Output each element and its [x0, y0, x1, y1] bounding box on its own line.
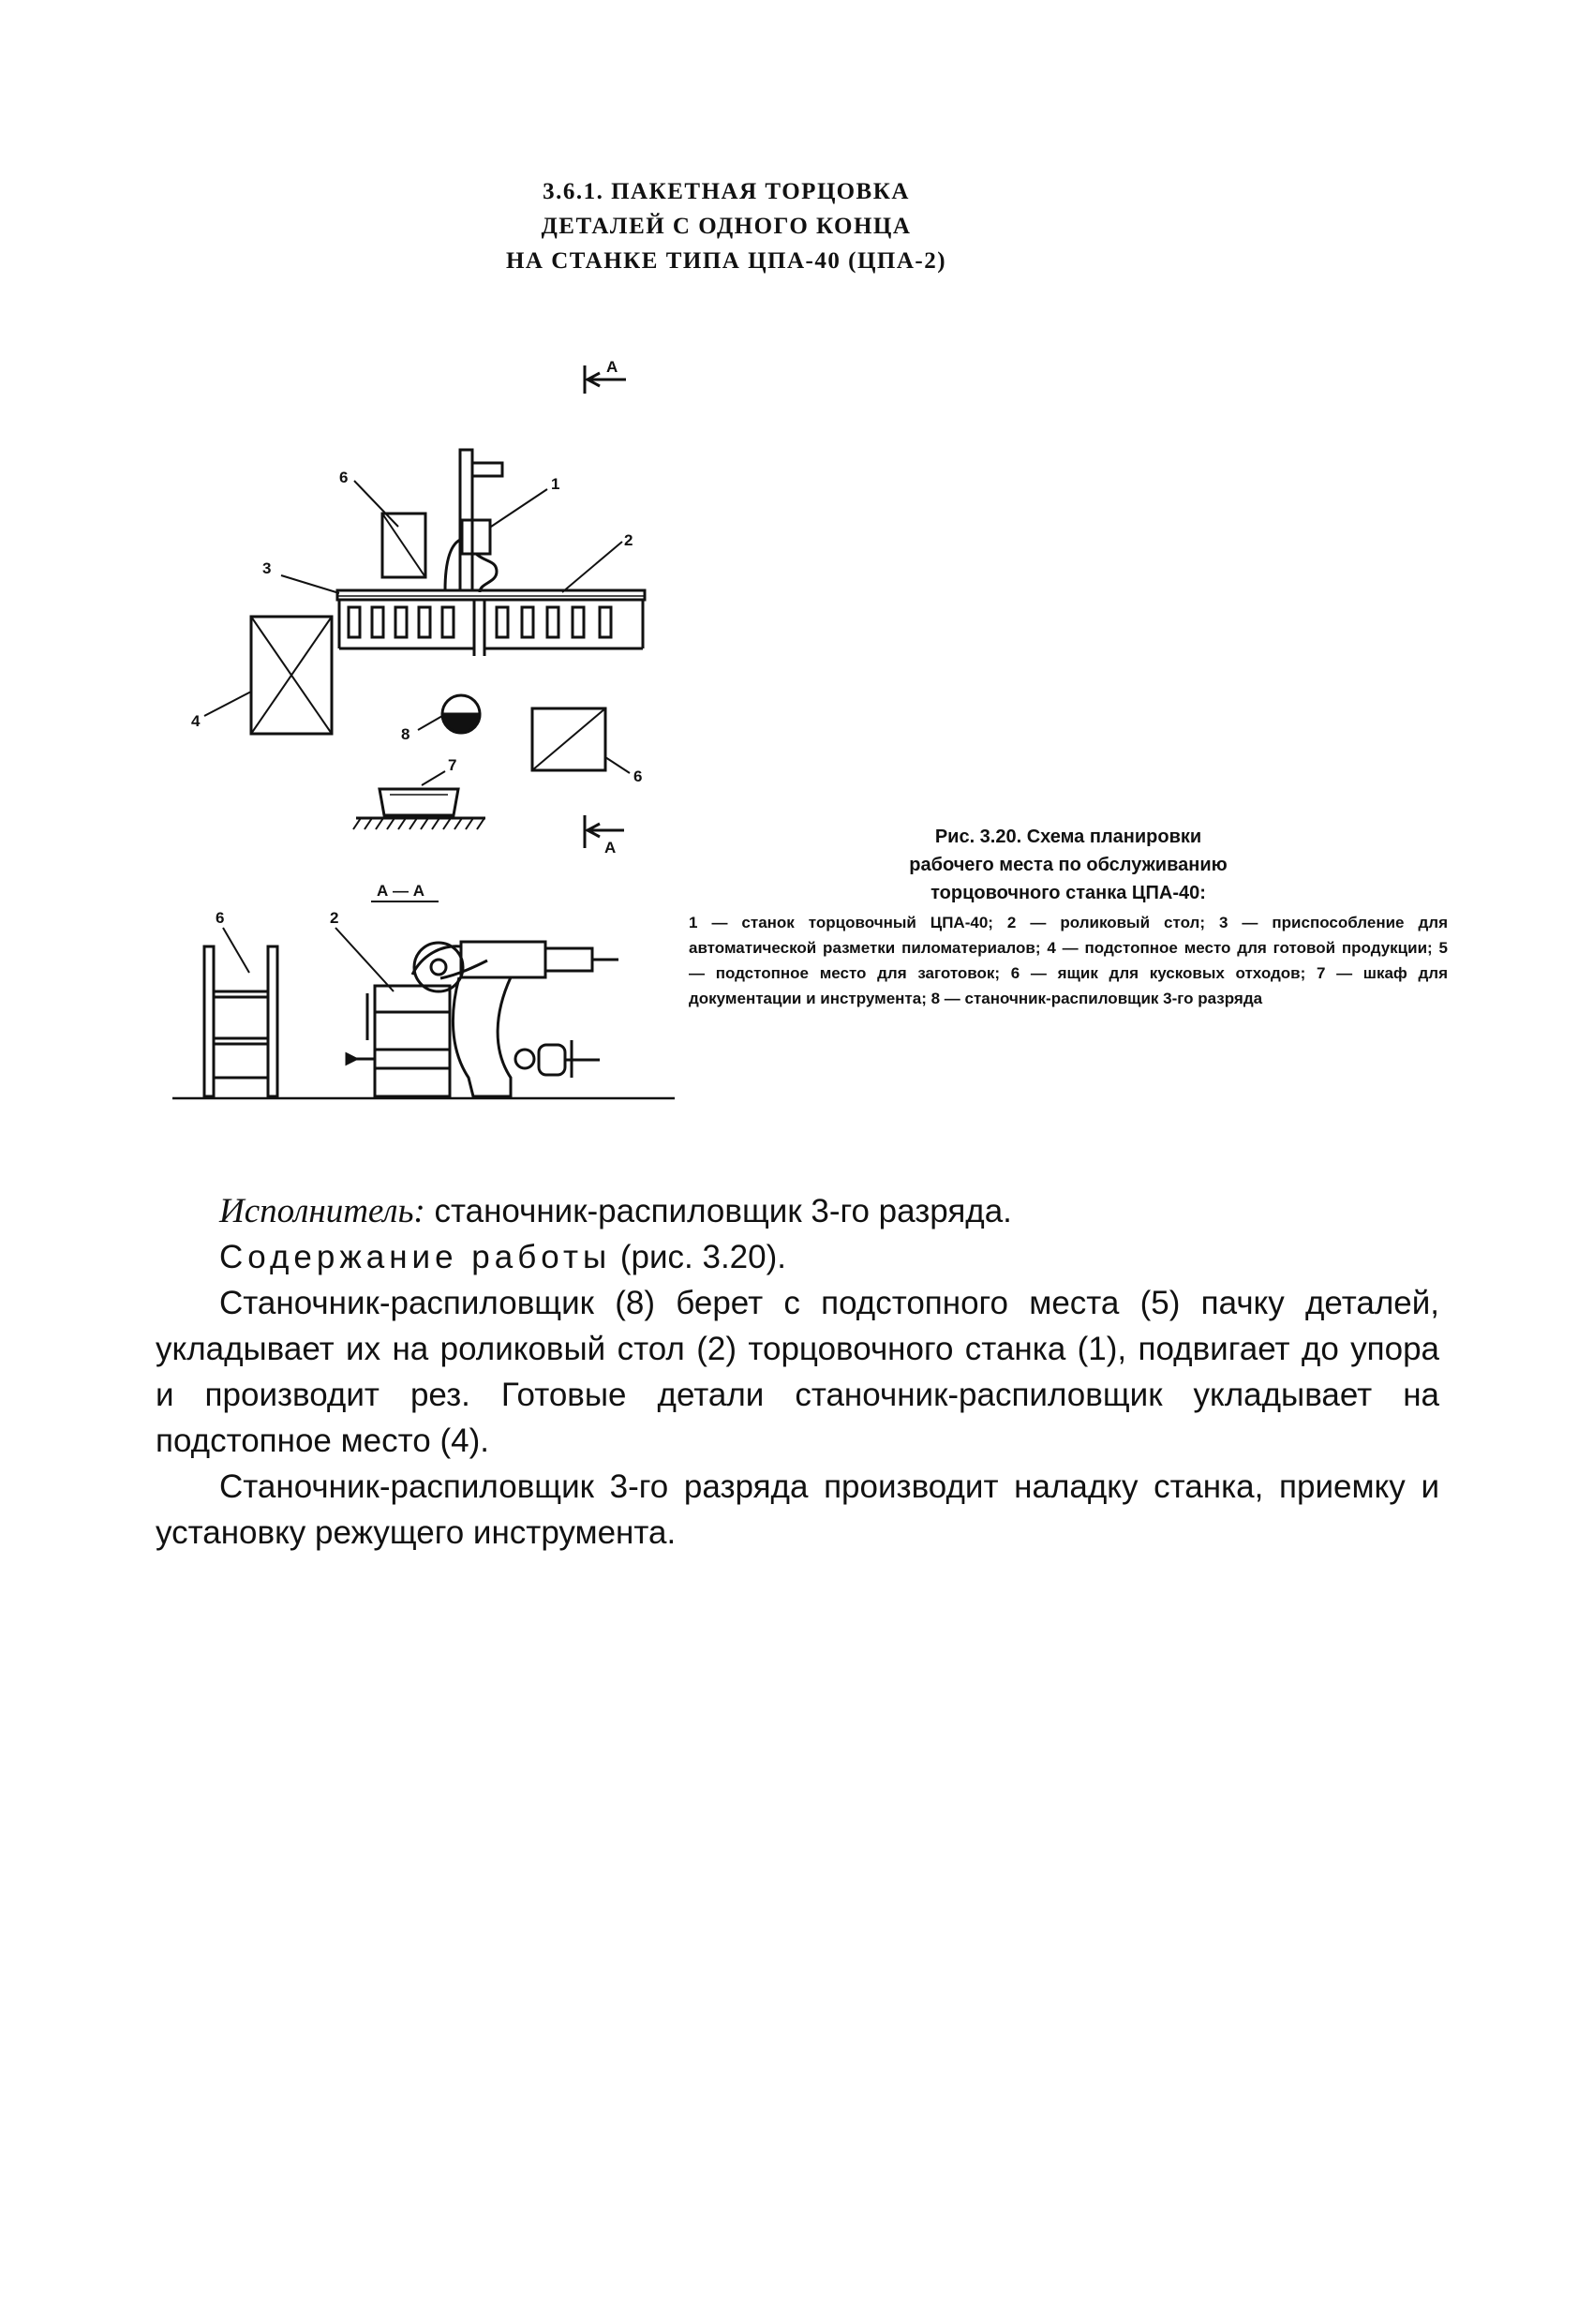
- figure-caption: [689, 823, 1448, 1011]
- section-arrow-top: [585, 358, 626, 394]
- waste-box-top: [382, 514, 425, 577]
- waste-rack-side-view: [204, 946, 277, 1096]
- body-text: [156, 1188, 1439, 1556]
- caption-title-2: рабочего места по обслуживанию: [909, 855, 1228, 875]
- label-2: 2: [624, 531, 633, 549]
- caption-title-1: Рис. 3.20. Схема планировки: [934, 827, 1202, 847]
- finished-products-place: [251, 617, 332, 734]
- label-4: 4: [191, 712, 201, 730]
- caption-title-3: торцовочного станка ЦПА-40:: [930, 883, 1206, 903]
- label-7: 7: [448, 756, 457, 774]
- blanks-place: [532, 708, 605, 770]
- caption-legend: 1 — станок торцовочный ЦПА-40; 2 — роликовый стол; 3 — приспособление для автоматической разметки пиломатериалов; 4 — подстопное место для готовой продукции; 5 — подстопное место для заготовок; 6 — ящик для кусковых отходов; 7 — шкаф для документации и инструмента; 8 — станочник-распиловщик 3-го разряда: [689, 914, 1448, 1007]
- tool-cabinet: [353, 789, 485, 829]
- paragraph-2: Станочник-распиловщик 3-го разряда производит наладку станка, приемку и установку режущего инструмента.: [156, 1468, 1439, 1551]
- paragraph-1: Станочник-распиловщик (8) берет с подстопного места (5) пачку деталей, укладывает их на роликовый стол (2) торцовочного станка (1), подвигает до упора и производит рез. Готовые детали станочник-распиловщик укладывает на подстопное место (4).: [156, 1285, 1439, 1459]
- label-3: 3: [262, 559, 272, 577]
- section-mark-bottom: А: [604, 839, 617, 857]
- label-8: 8: [401, 725, 410, 743]
- label-1: 1: [551, 475, 560, 493]
- operator-circle: [442, 695, 480, 733]
- content-label: Содержание работы: [219, 1239, 612, 1275]
- section-mark-top: А: [606, 358, 618, 376]
- machine-side-view: [347, 942, 618, 1096]
- heading-line-2: ДЕТАЛЕЙ С ОДНОГО КОНЦА: [541, 214, 912, 239]
- leader-lines: [204, 481, 630, 785]
- roller-table: [337, 590, 645, 656]
- label-6-side: 6: [216, 909, 225, 927]
- section-title: А — А: [377, 882, 424, 900]
- machine-column: [445, 450, 502, 592]
- content-line: [156, 1234, 1439, 1280]
- performer-line: [156, 1188, 1439, 1234]
- heading-line-3: НА СТАНКЕ ТИПА ЦПА-40 (ЦПА-2): [505, 248, 947, 274]
- label-6-top: 6: [339, 469, 349, 486]
- performer-label: Исполнитель:: [219, 1192, 425, 1230]
- content-ref: (рис. 3.20).: [619, 1239, 786, 1275]
- heading-line-1: 3.6.1. ПАКЕТНАЯ ТОРЦОВКА: [543, 179, 910, 204]
- label-2-side: 2: [330, 909, 339, 927]
- label-6-right: 6: [633, 767, 643, 785]
- performer-value: станочник-распиловщик 3-го разряда.: [434, 1193, 1012, 1229]
- section-arrow-bottom: [585, 815, 624, 857]
